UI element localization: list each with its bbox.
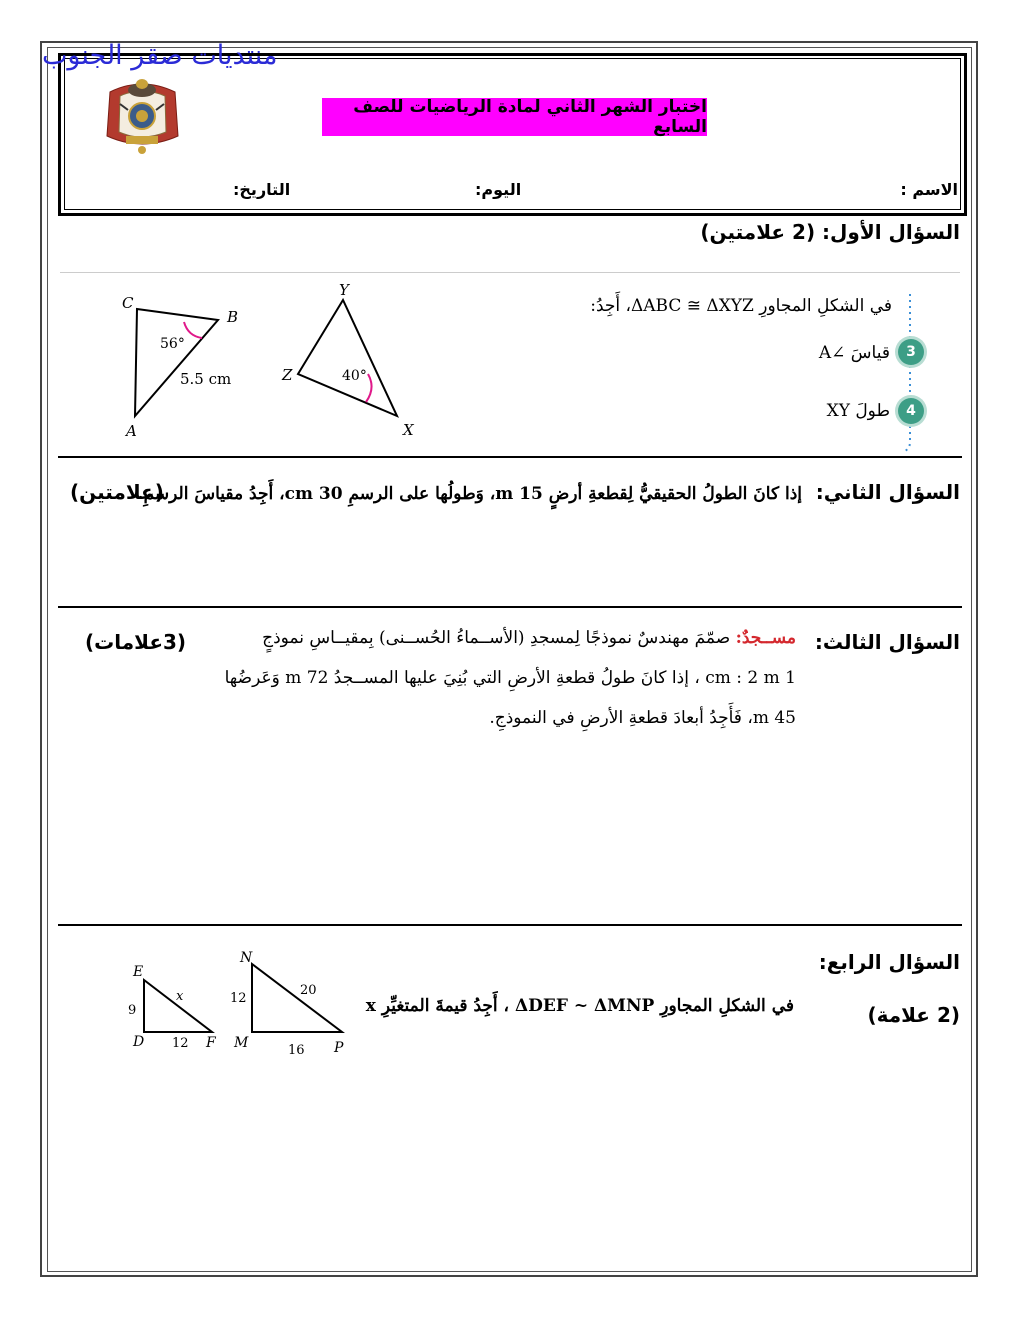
q3-line3: 45 m، فَأَجِدُ أبعادَ قطعةِ الأرضِ في النموذجِ. [489,708,796,728]
angle-b-label: 56° [160,336,185,352]
triangle-abc [135,309,218,416]
q4-title: السؤال الرابع: [818,950,960,974]
angle-b-arc [184,322,202,338]
angle-z-arc [366,374,372,402]
q3-marks: (3علامات) [85,630,187,654]
vertex-m-label: M [234,1035,249,1051]
vertex-c-label: C [122,294,134,312]
q3-line2: 1 cm : 2 m ، إذا كانَ طولُ قطعةِ الأرضِ التي بُنِيَ عليها المســجدُ 72 m وَعَرضُها [224,668,796,688]
angle-z-label: 40° [342,368,367,384]
q3-label: مســجدٌ: [735,628,796,648]
vertex-z-label: Z [282,366,293,384]
q3-line1 [262,628,796,648]
side-np-label: 20 [300,983,317,998]
date-label: التاريخ: [233,180,291,199]
q1-intro-text: في الشكلِ المجاورِ ΔABC ≅ ΔXYZ، أَجِدُ: [590,296,892,316]
side-ab-label: 5.5 cm [180,370,232,388]
q4-figures [118,944,358,1060]
triangle-mnp [252,964,342,1032]
side-ed-label: 9 [128,1003,137,1018]
section-divider-1 [58,456,962,458]
vertex-y-label: Y [339,282,349,299]
side-mp-label: 16 [288,1043,305,1058]
q1-dotted-guide [898,292,920,454]
q1-figures [100,282,440,442]
day-label: اليوم: [475,180,522,199]
section-divider-3 [58,924,962,926]
vertex-a-label: A [126,422,137,440]
q3-line1-text: صمّمَ مهندسٌ نموذجًا لِمسجدِ (الأســماءُ الحُســنى) بِمقيــاسِ نموذجٍ [262,628,731,648]
exam-title: اختبار الشهر الثاني لمادة الرياضيات للصف السابع [322,98,707,136]
vertex-x-label: X [403,421,414,439]
q4-text: في الشكلِ المجاورِ ΔDEF ~ ΔMNP ، أَجِدُ قيمةَ المتغيِّرِ x [365,996,794,1016]
watermark-text: منتديات صقر الجنوب [42,40,278,71]
vertex-p-label: P [334,1040,344,1056]
side-ef-label: x [176,989,184,1004]
vertex-d-label: D [133,1034,145,1050]
q1-item3-text: قياسَ ∠A [818,343,890,363]
vertex-b-label: B [227,308,239,326]
q4-marks: (2 علامة) [867,1003,960,1027]
coat-of-arms-emblem [90,74,195,156]
section-divider-2 [58,606,962,608]
q1-item3-badge: 3 [898,339,924,365]
name-label: الاسم : [900,180,958,199]
q1-item4-badge: 4 [898,398,924,424]
q1-separator [60,272,960,273]
q1-title: السؤال الأول: (2 علامتين) [700,220,960,244]
q2-title: السؤال الثاني: [815,480,960,504]
side-nm-label: 12 [230,991,247,1006]
triangle-xyz [298,300,397,416]
vertex-f-label: F [206,1035,216,1051]
vertex-e-label: E [133,964,144,980]
vertex-n-label: N [240,950,253,966]
triangle-def [144,980,212,1032]
q2-text: إذا كانَ الطولُ الحقيقيُّ لِقطعةِ أرضٍ 15 m، وَطولُها على الرسمِ 30 cm، أَجِدُ مقياسَ الرسمِ. [137,484,802,504]
q3-title: السؤال الثالث: [814,630,960,654]
q1-item4-text: طولَ XY [826,401,890,421]
side-df-label: 12 [172,1036,189,1051]
q2-marks: (علامتين) [70,480,164,504]
